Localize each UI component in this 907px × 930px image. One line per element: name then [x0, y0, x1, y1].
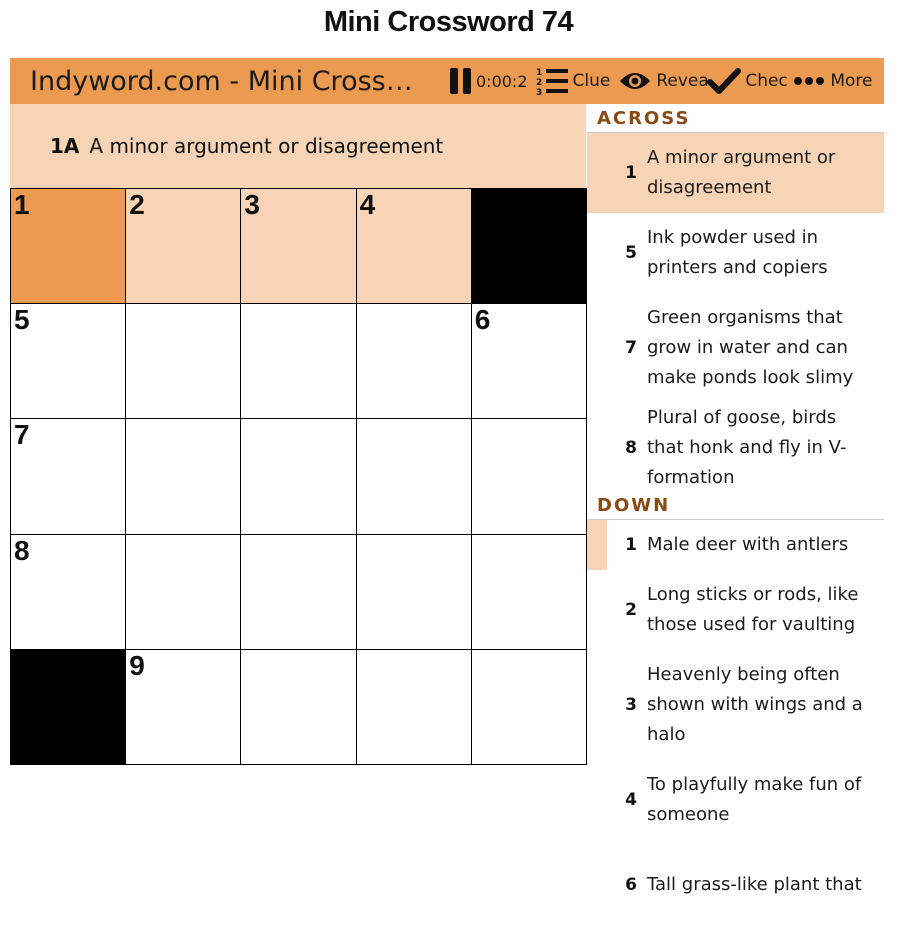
down-clue-2[interactable]: [587, 570, 884, 650]
across-header: ACROSS: [587, 104, 884, 133]
grid-cell[interactable]: [357, 650, 472, 765]
across-clue-8[interactable]: [587, 403, 884, 493]
grid-cell[interactable]: [11, 419, 126, 534]
cell-number: 1: [14, 189, 30, 220]
grid-cell[interactable]: [357, 535, 472, 650]
down-header: DOWN: [587, 491, 884, 520]
crossing-clue-marker: [587, 520, 607, 570]
page-title: Mini Crossword 74: [323, 6, 574, 38]
grid-cell[interactable]: [357, 304, 472, 419]
grid-cell[interactable]: [241, 535, 356, 650]
cell-number: 8: [14, 534, 30, 566]
clue-number: 1: [625, 535, 637, 555]
svg-text:3: 3: [535, 88, 542, 98]
eye-icon: [618, 69, 652, 93]
reveal-button[interactable]: [618, 58, 709, 104]
clue-number: 6: [625, 875, 637, 895]
clue-text: Green organisms that grow in water and can make ponds look slimy: [647, 307, 854, 388]
grid-block-cell: [11, 650, 126, 765]
current-clue-number: 1A: [50, 134, 80, 158]
grid-cell[interactable]: [357, 189, 472, 304]
cell-number: 9: [129, 649, 145, 681]
check-button[interactable]: [708, 58, 787, 104]
check-label: Chec: [745, 71, 788, 91]
toolbar: [10, 58, 884, 104]
cell-number: 7: [14, 419, 30, 451]
clue-list-button[interactable]: [536, 58, 611, 104]
app-title: Indyword.com - Mini Cross…: [30, 65, 413, 97]
clue-label: Clue: [572, 71, 611, 91]
grid-cell[interactable]: [126, 304, 241, 419]
clue-text: Male deer with antlers: [647, 534, 849, 555]
grid-cell[interactable]: [11, 535, 126, 650]
grid-cell[interactable]: [472, 419, 587, 534]
across-clue-1[interactable]: [587, 133, 884, 213]
clue-number: 1: [625, 163, 637, 183]
across-clue-list: [587, 133, 884, 491]
cell-number: 6: [474, 304, 491, 336]
clue-number: 3: [625, 695, 637, 715]
clue-text: Ink powder used in printers and copiers: [647, 227, 828, 278]
grid-cell[interactable]: [126, 650, 241, 765]
grid-cell[interactable]: [357, 419, 472, 534]
more-dots-icon: [793, 76, 825, 86]
cell-number: 4: [359, 189, 376, 220]
grid-cell[interactable]: [126, 535, 241, 650]
svg-text:1: 1: [535, 68, 542, 78]
more-button[interactable]: [793, 58, 873, 104]
clue-number: 5: [625, 243, 637, 263]
across-clue-7[interactable]: [587, 293, 884, 403]
pause-icon: [450, 68, 471, 94]
grid-cell[interactable]: [472, 304, 587, 419]
clue-text: Long sticks or rods, like those used for vaulting: [647, 584, 859, 635]
current-clue-bar: [10, 104, 586, 188]
svg-text:2: 2: [535, 78, 542, 88]
current-clue-text: A minor argument or disagreement: [89, 134, 444, 158]
across-clue-5[interactable]: [587, 213, 884, 293]
down-clue-6[interactable]: [587, 840, 884, 930]
down-clue-list: [587, 520, 884, 930]
clue-text: Plural of goose, birds that honk and fly in V-formation: [647, 407, 847, 488]
grid-cell[interactable]: [126, 419, 241, 534]
cell-number: 2: [129, 189, 145, 220]
numbered-list-icon: [536, 66, 570, 96]
grid-cell[interactable]: [11, 189, 126, 304]
grid-cell[interactable]: [472, 535, 587, 650]
clue-number: 2: [625, 600, 637, 620]
grid-cell[interactable]: [241, 419, 356, 534]
clue-number: 7: [625, 338, 637, 358]
clue-text: To playfully make fun of someone: [647, 774, 862, 825]
grid-cell[interactable]: [241, 189, 356, 304]
clue-number: 8: [625, 438, 637, 458]
clue-text: Heavenly being often shown with wings and a halo: [647, 664, 863, 745]
down-clue-1[interactable]: [587, 520, 884, 570]
more-label: More: [830, 71, 873, 91]
clue-text: A minor argument or disagreement: [647, 147, 836, 198]
grid-cell[interactable]: [472, 650, 587, 765]
checkmark-icon: [708, 68, 740, 94]
down-clue-4[interactable]: [587, 760, 884, 840]
clue-text: Tall grass-like plant that: [647, 874, 862, 895]
cell-number: 5: [14, 304, 30, 336]
grid-cell[interactable]: [241, 650, 356, 765]
clue-number: 4: [625, 790, 637, 810]
down-clue-3[interactable]: [587, 650, 884, 760]
grid-block-cell: [472, 189, 587, 304]
reveal-label: Revea: [656, 71, 709, 91]
pause-button[interactable]: [440, 58, 476, 104]
clue-panel: [587, 104, 884, 895]
crossword-grid: [10, 188, 587, 765]
grid-cell[interactable]: [241, 304, 356, 419]
cell-number: 3: [244, 189, 260, 220]
grid-cell[interactable]: [11, 304, 126, 419]
timer: 0:00:2: [476, 71, 528, 91]
grid-cell[interactable]: [126, 189, 241, 304]
